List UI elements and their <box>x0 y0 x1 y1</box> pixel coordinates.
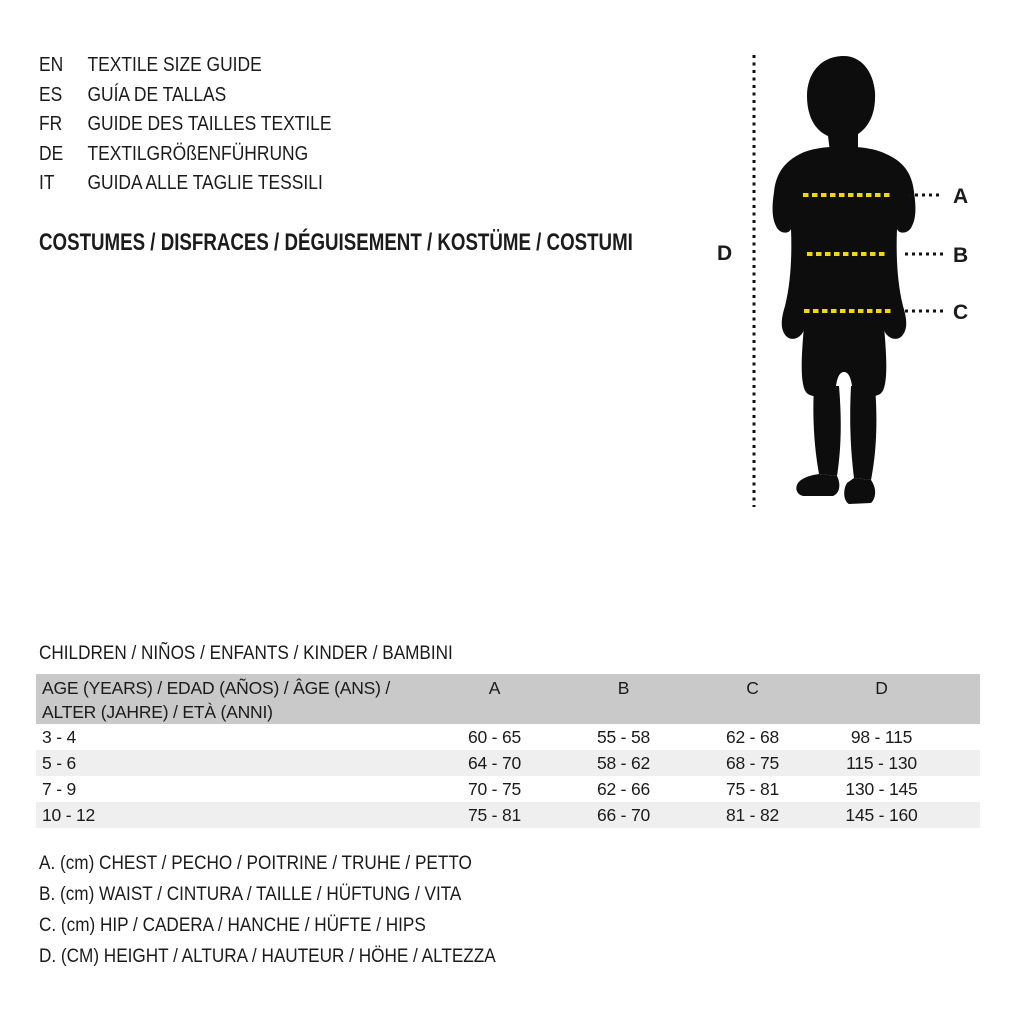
height-cell: 98 - 115 <box>850 727 913 747</box>
language-row-fr <box>39 109 383 139</box>
silhouette-left-leg <box>813 386 840 476</box>
row-spacer <box>946 724 980 750</box>
chest-cell: 60 - 65 <box>467 727 522 747</box>
age-column-header <box>36 674 430 724</box>
language-row-es <box>39 80 383 110</box>
waist-cell: 62 - 66 <box>596 779 651 799</box>
section-title-children: CHILDREN / NIÑOS / ENFANTS / KINDER / BAMBINI <box>39 642 453 664</box>
column-header-c: C <box>746 678 759 698</box>
silhouette-right-foot <box>844 478 875 504</box>
height-cell: 145 - 160 <box>845 805 918 825</box>
table-row <box>36 724 980 750</box>
waist-cell: 66 - 70 <box>596 805 651 825</box>
child-silhouette <box>773 56 916 504</box>
hip-cell: 81 - 82 <box>725 805 780 825</box>
age-header-line1: AGE (YEARS) / EDAD (AÑOS) / ÂGE (ANS) / <box>42 678 391 698</box>
language-code: IT <box>39 171 55 194</box>
language-label: GUIDA ALLE TAGLIE TESSILI <box>87 171 323 194</box>
legend-item-waist: B. (cm) WAIST / CINTURA / TAILLE / HÜFTUNG / VITA <box>39 883 462 905</box>
language-code: DE <box>39 141 64 165</box>
language-label: TEXTILGRÖßENFÜHRUNG <box>87 141 309 165</box>
language-row-en <box>39 50 383 80</box>
language-list <box>39 50 383 198</box>
hip-cell: 62 - 68 <box>725 727 780 747</box>
row-spacer <box>946 776 980 802</box>
column-header-a: A <box>488 678 501 698</box>
hip-label: C <box>953 301 969 324</box>
language-code: ES <box>39 82 63 106</box>
age-header-line2: ALTER (JAHRE) / ETÀ (ANNI) <box>42 702 273 722</box>
language-label: GUÍA DE TALLAS <box>87 82 227 106</box>
legend-item-chest: A. (cm) CHEST / PECHO / POITRINE / TRUHE / PETTO <box>39 852 472 874</box>
age-cell: 3 - 4 <box>42 727 77 747</box>
language-label: GUIDE DES TAILLES TEXTILE <box>87 112 332 135</box>
header-spacer <box>946 674 980 676</box>
hip-cell: 75 - 81 <box>725 779 780 799</box>
height-cell: 130 - 145 <box>845 779 918 799</box>
height-cell: 115 - 130 <box>846 753 917 773</box>
table-row <box>36 802 980 828</box>
hip-cell: 68 - 75 <box>725 753 780 773</box>
language-label: TEXTILE SIZE GUIDE <box>87 53 262 76</box>
measurement-legend <box>39 848 558 972</box>
table-row <box>36 776 980 802</box>
row-spacer <box>946 750 980 776</box>
height-label: D <box>717 242 733 265</box>
category-title: COSTUMES / DISFRACES / DÉGUISEMENT / KOSTÜME / COSTUMI <box>39 229 633 256</box>
size-table <box>36 674 980 828</box>
language-row-de <box>39 139 383 169</box>
row-spacer <box>946 802 980 828</box>
waist-label: B <box>953 244 969 267</box>
column-header-b: B <box>617 678 630 698</box>
chest-cell: 64 - 70 <box>467 753 522 773</box>
silhouette-head <box>807 56 875 156</box>
silhouette-right-leg <box>850 386 876 480</box>
chest-label: A <box>953 185 969 208</box>
silhouette-left-foot <box>796 474 839 496</box>
child-measurement-figure <box>700 30 1024 530</box>
table-header-row <box>36 674 980 724</box>
age-cell: 7 - 9 <box>42 779 77 799</box>
waist-cell: 58 - 62 <box>596 753 651 773</box>
waist-cell: 55 - 58 <box>596 727 651 747</box>
table-row <box>36 750 980 776</box>
legend-item-hip: C. (cm) HIP / CADERA / HANCHE / HÜFTE / HIPS <box>39 914 426 936</box>
legend-item-height: D. (CM) HEIGHT / ALTURA / HAUTEUR / HÖHE / ALTEZZA <box>39 945 496 967</box>
chest-cell: 70 - 75 <box>467 779 522 799</box>
language-row-it <box>39 168 383 198</box>
age-cell: 10 - 12 <box>42 805 96 825</box>
age-cell: 5 - 6 <box>42 753 77 773</box>
language-code: FR <box>39 112 63 135</box>
chest-cell: 75 - 81 <box>467 805 522 825</box>
silhouette-shorts <box>802 326 887 396</box>
column-header-d: D <box>875 678 888 698</box>
language-code: EN <box>39 53 64 76</box>
